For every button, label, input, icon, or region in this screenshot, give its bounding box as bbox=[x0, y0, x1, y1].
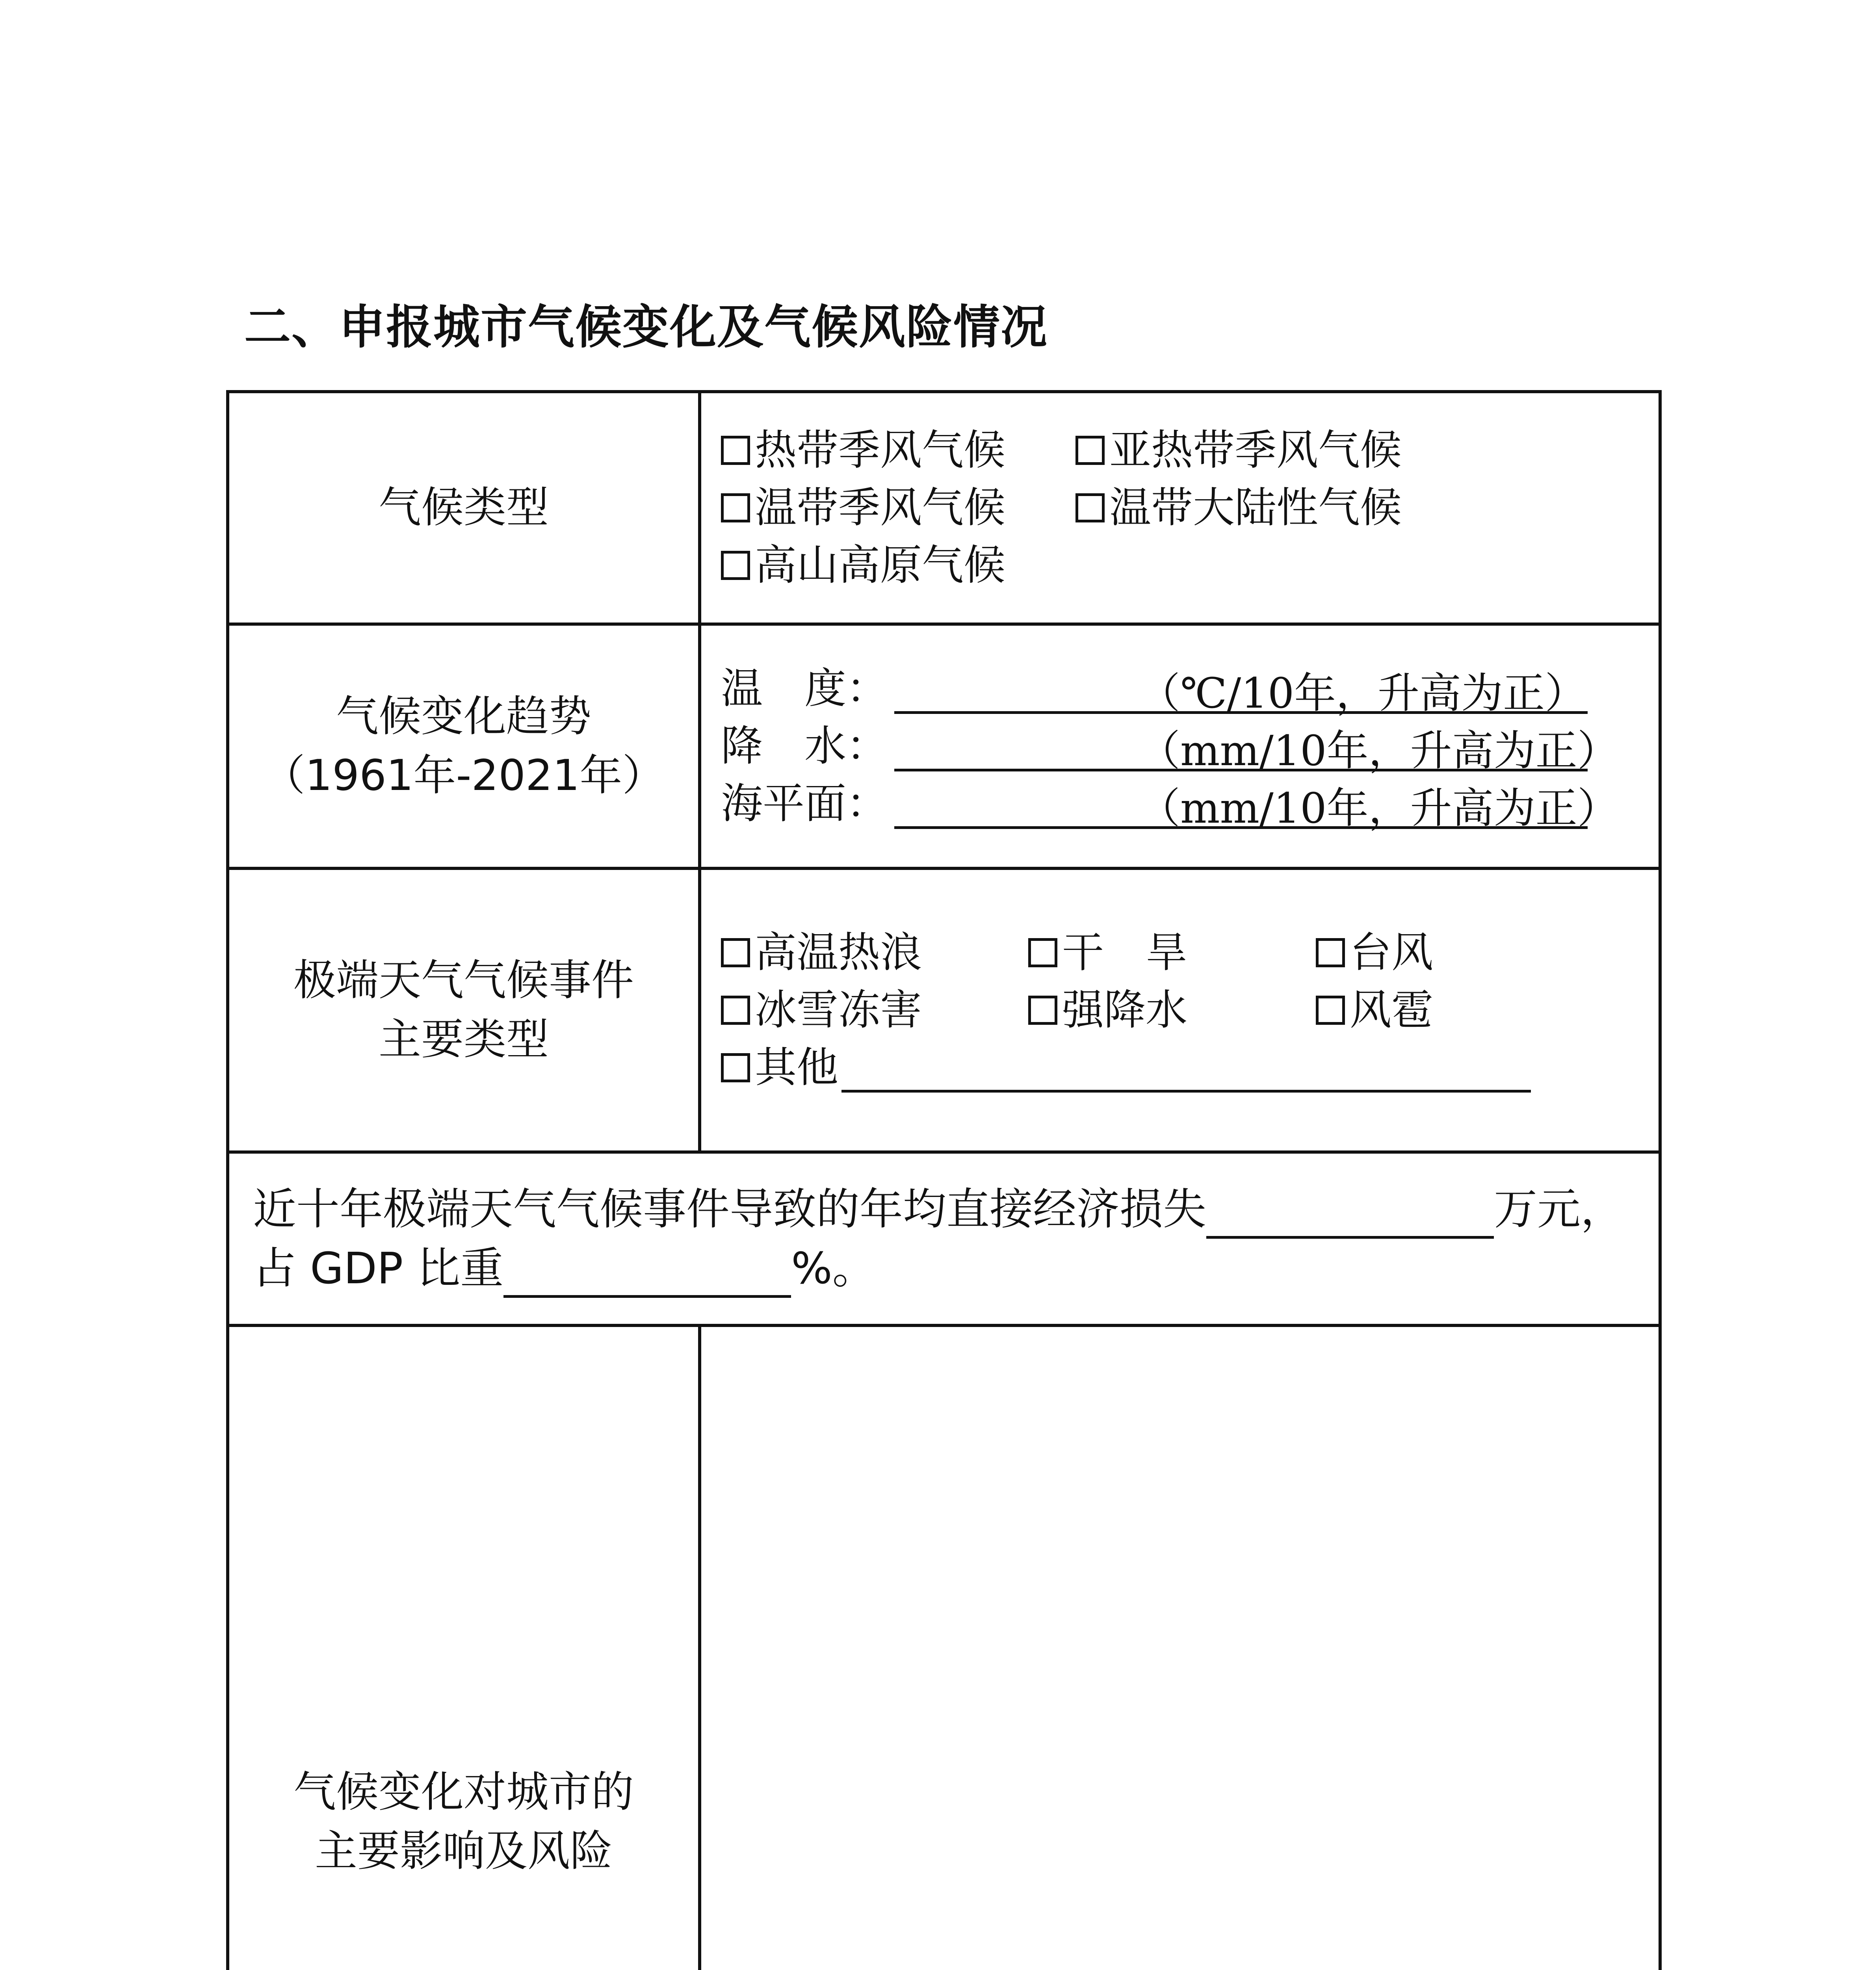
option-ice-snow[interactable]: 冰雪冻害 bbox=[721, 981, 1028, 1039]
option-tropical-monsoon[interactable]: 热带季风气候 bbox=[721, 422, 1075, 479]
climate-form-table bbox=[226, 390, 1662, 1970]
sea-level-input[interactable]: （mm/10年，升高为正） bbox=[894, 779, 1588, 829]
option-drought[interactable]: 干 旱 bbox=[1028, 924, 1316, 981]
precipitation-input[interactable]: （mm/10年，升高为正） bbox=[894, 721, 1588, 771]
option-subtropical-monsoon[interactable]: 亚热带季风气候 bbox=[1075, 422, 1627, 479]
option-heat-wave[interactable]: 高温热浪 bbox=[721, 924, 1028, 981]
checkbox-icon[interactable] bbox=[1316, 938, 1345, 967]
checkbox-icon[interactable] bbox=[1028, 938, 1057, 967]
row-climate-type bbox=[228, 392, 1660, 624]
option-heavy-rain[interactable]: 强降水 bbox=[1028, 981, 1316, 1039]
trend-temperature: 温 度： （℃/10年，升高为正） bbox=[721, 660, 1659, 717]
label-climate-type: 气候类型 bbox=[228, 392, 700, 624]
option-temperate-monsoon[interactable]: 温带季风气候 bbox=[721, 479, 1075, 537]
trend-precipitation: 降 水： （mm/10年，升高为正） bbox=[721, 722, 1619, 775]
temperature-input[interactable]: （℃/10年，升高为正） bbox=[894, 664, 1588, 714]
row-climate-trend bbox=[228, 624, 1660, 868]
other-input[interactable] bbox=[841, 1043, 1531, 1093]
checkbox-icon[interactable] bbox=[1028, 996, 1057, 1025]
impact-risk-input[interactable] bbox=[700, 1325, 1660, 1970]
option-typhoon[interactable]: 台风 bbox=[1316, 924, 1592, 981]
checkbox-icon[interactable] bbox=[1075, 436, 1105, 465]
checkbox-icon[interactable] bbox=[721, 493, 750, 522]
climate-trend-fields bbox=[700, 624, 1660, 868]
row-extreme-events bbox=[228, 868, 1660, 1152]
trend-sea-level: 海平面： （mm/10年，升高为正） bbox=[721, 779, 1619, 833]
checkbox-icon[interactable] bbox=[1075, 493, 1105, 522]
checkbox-icon[interactable] bbox=[721, 436, 750, 465]
loss-amount-input[interactable] bbox=[1206, 1191, 1494, 1239]
checkbox-icon[interactable] bbox=[721, 996, 750, 1025]
checkbox-icon[interactable] bbox=[721, 938, 750, 967]
section-heading: 二、申报城市气候变化及气候风险情况 bbox=[244, 300, 1048, 354]
option-highland[interactable]: 高山高原气候 bbox=[721, 537, 1075, 594]
row-economic-loss bbox=[228, 1152, 1660, 1325]
row-impact-risk bbox=[228, 1325, 1660, 1970]
checkbox-icon[interactable] bbox=[721, 1053, 750, 1082]
checkbox-icon[interactable] bbox=[1316, 996, 1345, 1025]
extreme-event-options bbox=[700, 868, 1660, 1152]
option-temperate-continental[interactable]: 温带大陆性气候 bbox=[1075, 479, 1627, 537]
label-climate-trend: 气候变化趋势 （1961年-2021年） bbox=[228, 624, 700, 868]
label-impact-risk: 气候变化对城市的 主要影响及风险 bbox=[228, 1325, 700, 1970]
label-extreme-events: 极端天气气候事件 主要类型 bbox=[228, 868, 700, 1152]
gdp-share-input[interactable] bbox=[503, 1250, 791, 1298]
option-other[interactable]: 其他 bbox=[721, 1039, 1659, 1097]
option-wind-hail[interactable]: 风雹 bbox=[1316, 981, 1592, 1039]
checkbox-icon[interactable] bbox=[721, 551, 750, 580]
climate-type-options bbox=[700, 392, 1660, 624]
economic-loss-cell: 近十年极端天气气候事件导致的年均直接经济损失 万元， 占 GDP 比重 %。 bbox=[228, 1152, 1660, 1325]
